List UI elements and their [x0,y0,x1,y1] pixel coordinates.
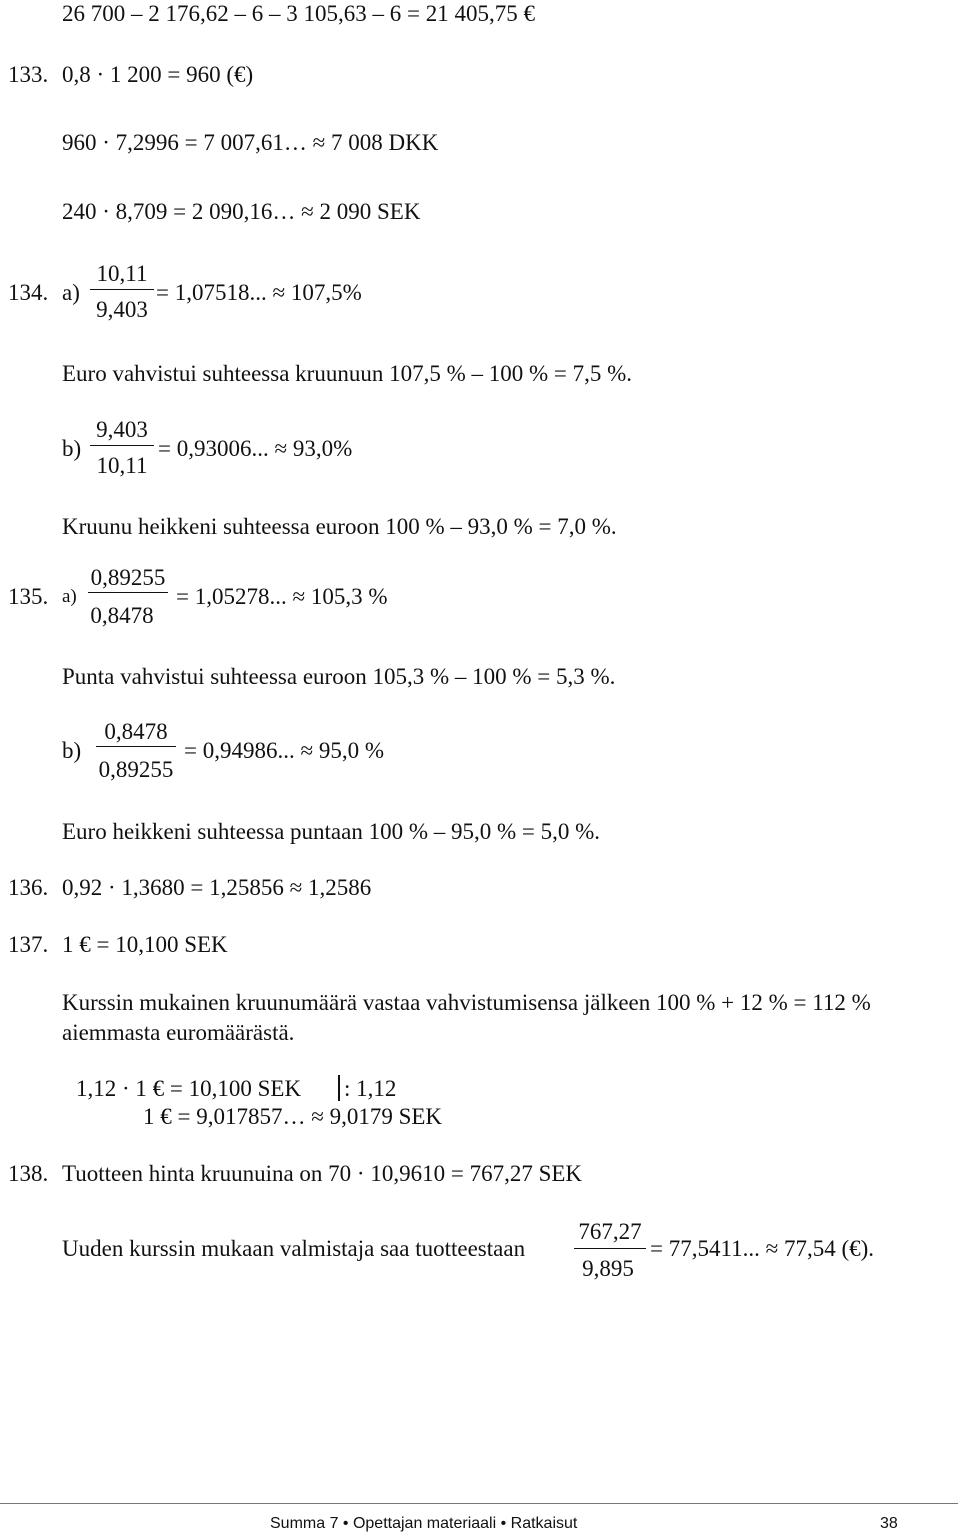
fraction-numerator: 10,11 [96,261,148,286]
calc-line: 26 700 – 2 176,62 – 6 – 3 105,63 – 6 = 21 405,75 € [62,1,535,26]
fraction-result: = 0,94986... ≈ 95,0 % [184,738,385,763]
fraction [90,262,154,322]
fraction-denominator: 9,895 [582,1256,634,1281]
page-number: 38 [880,1515,898,1532]
problem-number-138: 138. [8,1161,49,1186]
problem-number-134: 134. [8,280,49,305]
fraction [88,566,168,626]
fraction [574,1220,646,1282]
equation-line: 1,12 · 1 € = 10,100 SEK [76,1076,302,1101]
explanation-text: Uuden kurssin mukaan valmistaja saa tuotteestaan [62,1236,526,1261]
fraction-bar [90,445,154,446]
fraction-numerator: 9,403 [96,417,148,442]
fraction [90,418,154,478]
fraction-denominator: 9,403 [96,297,148,322]
fraction-bar [96,746,176,747]
subpart-label: a) [62,280,80,305]
explanation-text: Kruunu heikkeni suhteessa euroon 100 % – 93,0 % = 7,0 %. [62,514,617,539]
fraction-bar [88,592,168,593]
problem-number-136: 136. [8,875,49,900]
fraction-bar [90,289,154,290]
subpart-label: a) [62,586,77,607]
calc-line: 0,92 · 1,3680 = 1,25856 ≈ 1,2586 [62,875,372,900]
equation-line: 1 € = 9,017857… ≈ 9,0179 SEK [143,1104,443,1129]
explanation-text: Kurssin mukainen kruunumäärä vastaa vahvistumisensa jälkeen 100 % + 12 % = 112 % [62,990,871,1015]
fraction-denominator: 0,89255 [98,757,174,782]
fraction-result: = 1,07518... ≈ 107,5% [156,280,362,305]
calc-line: Tuotteen hinta kruunuina on 70 · 10,9610 = 767,27 SEK [62,1161,583,1186]
problem-number-133: 133. [8,62,49,87]
calc-line: 240 · 8,709 = 2 090,16… ≈ 2 090 SEK [62,199,421,224]
footer-text: Summa 7 • Opettajan materiaali • Ratkaisut [270,1515,578,1532]
operation-divider [338,1075,340,1101]
fraction-result: = 0,93006... ≈ 93,0% [158,436,353,461]
fraction-result: = 1,05278... ≈ 105,3 % [176,584,388,609]
explanation-text: aiemmasta euromäärästä. [62,1020,295,1045]
fraction [96,720,176,780]
calc-line: 0,8 · 1 200 = 960 (€) [62,62,254,87]
subpart-label: b) [62,436,82,461]
fraction-denominator: 0,8478 [90,603,154,628]
explanation-text: Punta vahvistui suhteessa euroon 105,3 % – 100 % = 5,3 %. [62,664,616,689]
fraction-numerator: 0,89255 [90,565,166,590]
footer-divider [0,1503,958,1504]
subpart-label: b) [62,738,82,763]
explanation-text: Euro heikkeni suhteessa puntaan 100 % – 95,0 % = 5,0 %. [62,819,601,844]
fraction-denominator: 10,11 [96,453,148,478]
calc-line: 960 · 7,2996 = 7 007,61… ≈ 7 008 DKK [62,130,439,155]
calc-line: 1 € = 10,100 SEK [62,932,228,957]
problem-number-135: 135. [8,584,49,609]
fraction-numerator: 767,27 [578,1219,642,1244]
problem-number-137: 137. [8,932,49,957]
fraction-bar [574,1248,646,1249]
equation-operation: : 1,12 [344,1076,397,1101]
fraction-result: = 77,5411... ≈ 77,54 (€). [650,1236,875,1261]
explanation-text: Euro vahvistui suhteessa kruunuun 107,5 % – 100 % = 7,5 %. [62,361,633,386]
fraction-numerator: 0,8478 [104,719,168,744]
